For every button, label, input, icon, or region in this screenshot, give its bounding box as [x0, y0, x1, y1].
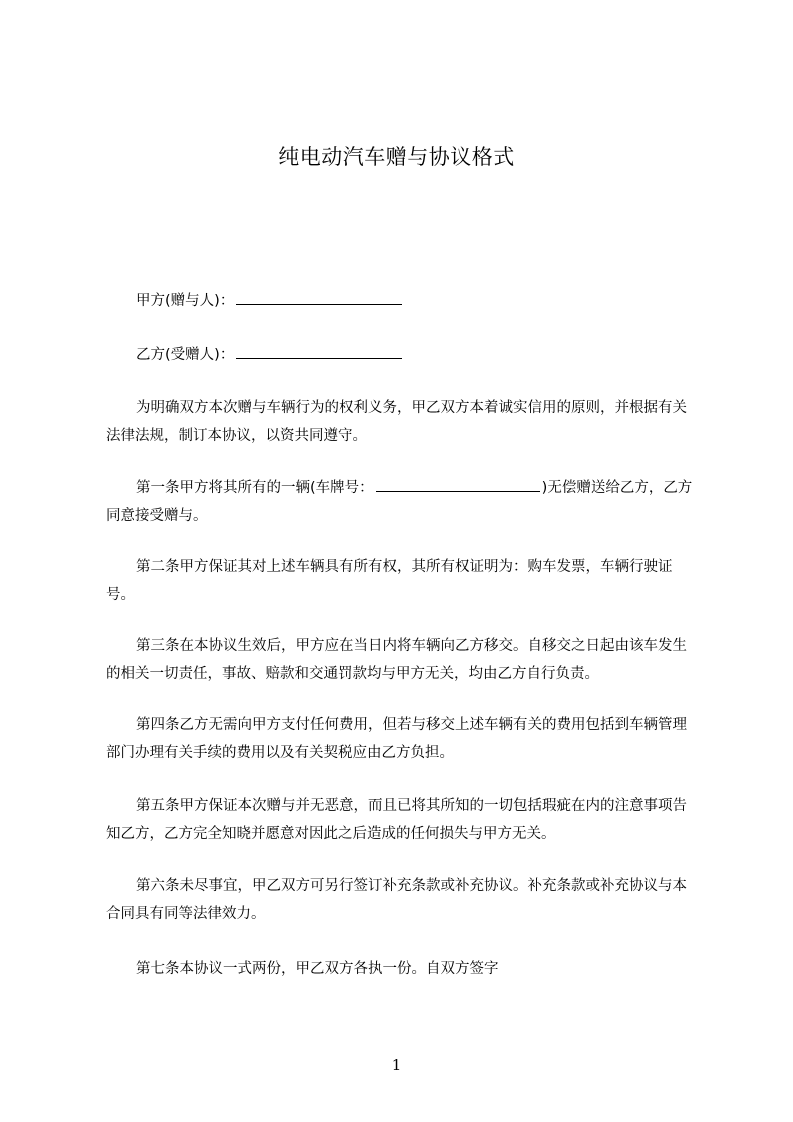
- page-number: 1: [391, 1056, 402, 1074]
- article-1-text-before: 第一条甲方将其所有的一辆(车牌号：: [136, 480, 374, 496]
- article-5-paragraph: 第五条甲方保证本次赠与并无恶意，而且已将其所知的一切包括瑕疵在内的注意事项告知乙方，乙方完全知晓并愿意对因此之后造成的任何损失与甲方无关。: [106, 798, 687, 842]
- article-7-paragraph: 第七条本协议一式两份，甲乙双方各执一份。自双方签字: [136, 961, 499, 977]
- party-a-name-field: [236, 290, 402, 305]
- party-a-line: [136, 290, 402, 311]
- intro-paragraph: 为明确双方本次赠与车辆行为的权利义务，甲乙双方本着诚实信用的原则，并根据有关法律法规，制订本协议，以资共同遵守。: [106, 400, 687, 444]
- article-2-paragraph: 第二条甲方保证其对上述车辆具有所有权，其所有权证明为：购车发票，车辆行驶证号。: [106, 559, 673, 603]
- article-6-paragraph: 第六条未尽事宜，甲乙双方可另行签订补充条款或补充协议。补充条款或补充协议与本合同具有同等法律效力。: [106, 878, 687, 922]
- plate-number-field: [376, 477, 540, 492]
- document-title: 纯电动汽车赠与协议格式: [278, 145, 515, 169]
- party-a-label: 甲方(赠与人)：: [136, 293, 235, 309]
- party-b-name-field: [236, 344, 402, 359]
- article-1-text-after: )无偿赠送给乙方，乙方同意接受赠与。: [106, 480, 693, 524]
- article-3-paragraph: 第三条在本协议生效后，甲方应在当日内将车辆向乙方移交。自移交之日起由该车发生的相关一切责任，事故、赔款和交通罚款均与甲方无关，均由乙方自行负责。: [106, 638, 687, 682]
- article-4-paragraph: 第四条乙方无需向甲方支付任何费用，但若与移交上述车辆有关的费用包括到车辆管理部门办理有关手续的费用以及有关契税应由乙方负担。: [106, 717, 687, 761]
- party-b-label: 乙方(受赠人)：: [136, 347, 235, 363]
- article-1-paragraph: [106, 474, 700, 530]
- party-b-line: [136, 344, 402, 365]
